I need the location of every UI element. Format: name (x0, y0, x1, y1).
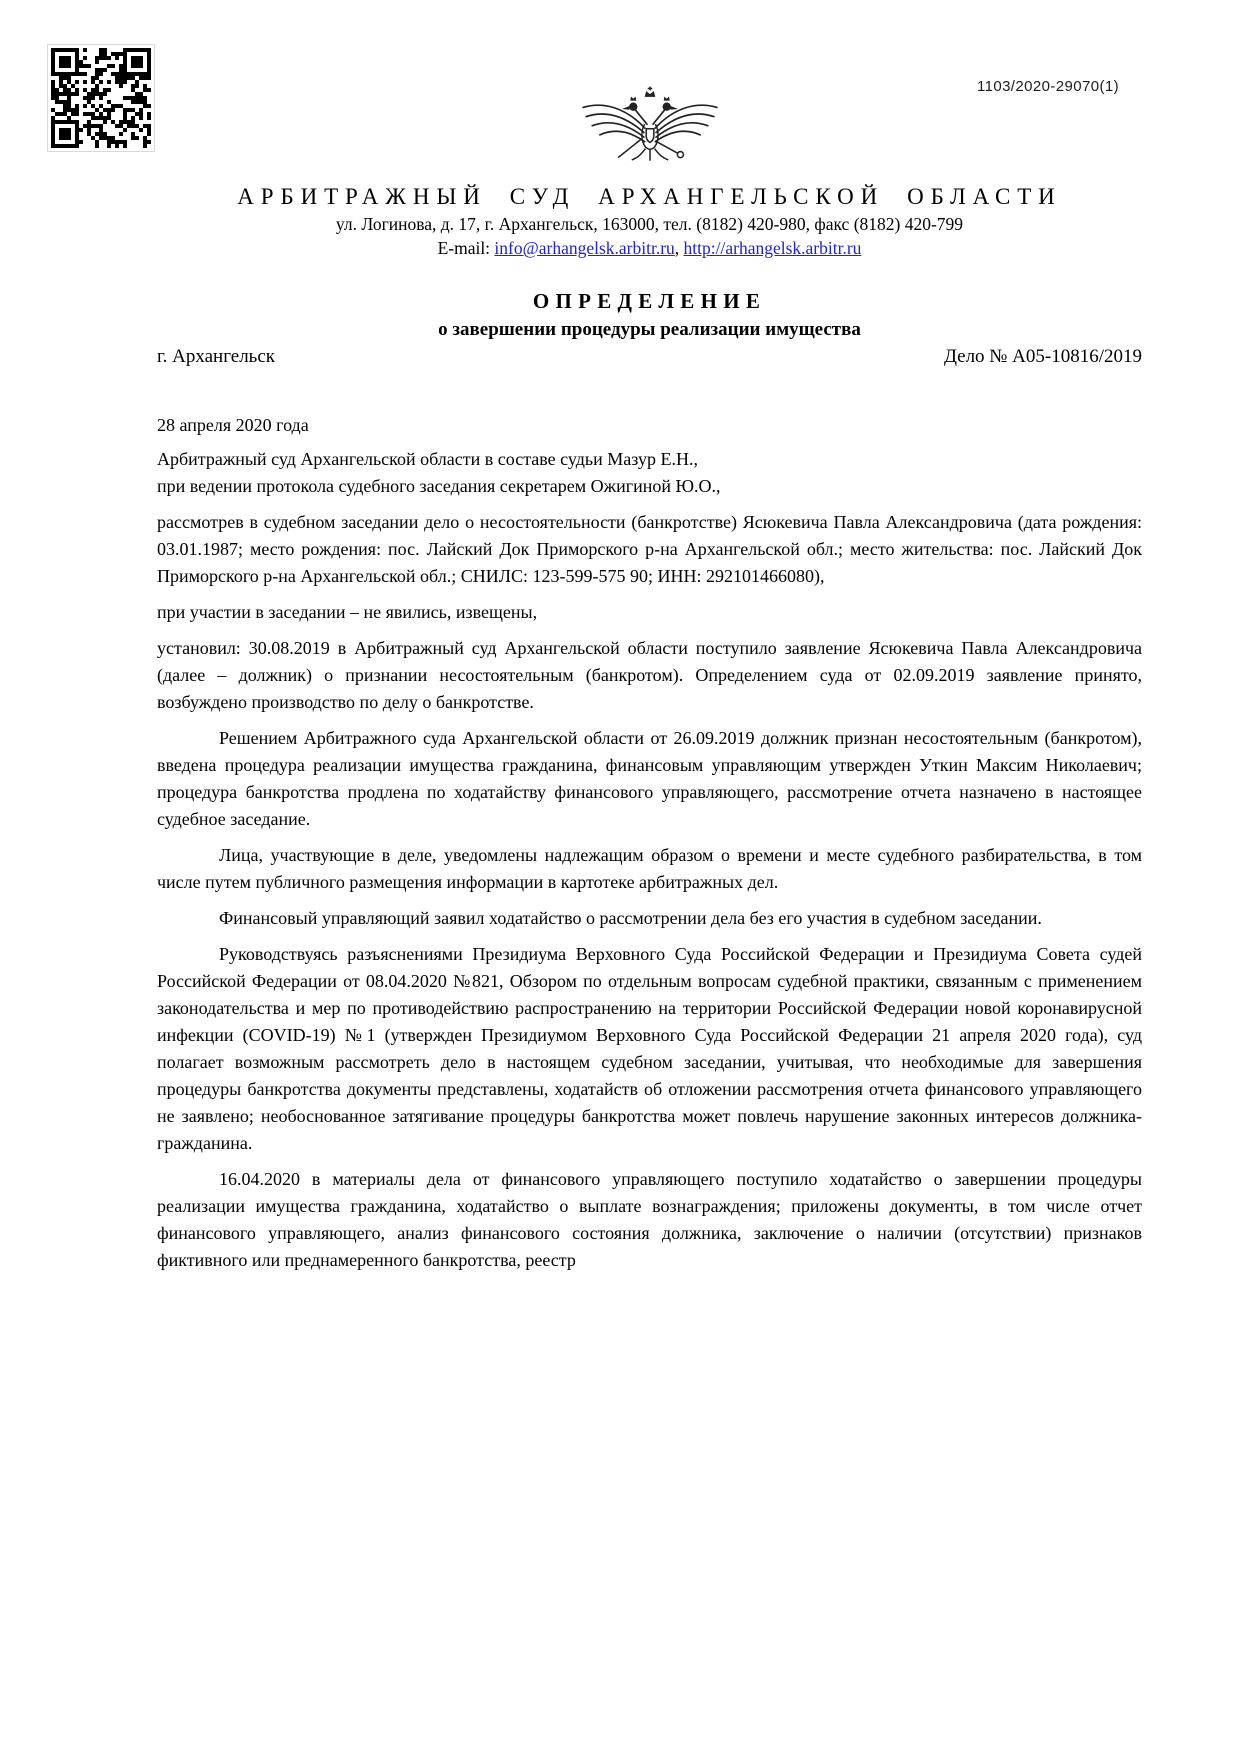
body-paragraph: установил: 30.08.2019 в Арбитражный суд Архангельской области поступило заявление Ясюкевича Павла Александровича (далее – должник) о признании несостоятельным (банкротом). Определением суда от 02.09.2019 заявление принято, возбуждено производство по делу о банкротстве. (157, 638, 1142, 712)
double-headed-eagle-icon (574, 86, 726, 170)
document-date: 28 апреля 2020 года (157, 415, 309, 435)
document-body (157, 446, 1142, 1274)
court-contacts (157, 238, 1142, 259)
body-paragraph: Лица, участвующие в деле, уведомлены надлежащим образом о времени и месте судебного разбирательства, в том числе путем публичного размещения информации в картотеке арбитражных дел. (157, 845, 1142, 892)
case-number: Дело № А05-10816/2019 (943, 346, 1142, 367)
document-number: 1103/2020-29070(1) (976, 78, 1119, 95)
document-subtitle: о завершении процедуры реализации имущества (438, 319, 861, 340)
court-name: АРБИТРАЖНЫЙ СУД АРХАНГЕЛЬСКОЙ ОБЛАСТИ (237, 184, 1062, 209)
contacts-separator: , (674, 238, 684, 258)
body-paragraph: Руководствуясь разъяснениями Президиума Верховного Суда Российской Федерации и Президиума Совета судей Российской Федерации от 08.04.2020 №821, Обзором по отдельным вопросам судебной практики, связанным с применением законодательства и мер по противодействию распространению на территории Российской Федерации новой коронавирусной инфекции (COVID-19) №1 (утвержден Президиумом Верховного Суда Российской Федерации 21 апреля 2020 года), суд полагает возможным рассмотреть дело в настоящем судебном заседании, учитывая, что необходимые для завершения процедуры банкротства документы представлены, ходатайств об отложении рассмотрения отчета финансового управляющего не заявлено; необоснованное затягивание процедуры банкротства может повлечь нарушение законных интересов должника-гражданина. (157, 944, 1142, 1153)
email-label: E-mail: (437, 238, 495, 258)
body-paragraph: рассмотрев в судебном заседании дело о несостоятельности (банкротстве) Ясюкевича Павла Александровича (дата рождения: 03.01.1987; место рождения: пос. Лайский Док Приморского р-на Архангельской обл.; место жительства: пос. Лайский Док Приморского р-на Архангельской обл.; СНИЛС: 123-599-575 90; ИНН: 292101466080), (157, 512, 1142, 586)
qr-code (47, 44, 155, 152)
city-label: г. Архангельск (157, 346, 276, 367)
document-title: ОПРЕДЕЛЕНИЕ (532, 289, 767, 313)
body-paragraph: 16.04.2020 в материалы дела от финансового управляющего поступило ходатайство о завершении процедуры реализации имущества гражданина, ходатайство о выплате вознаграждения; приложены документы, в том числе отчет финансового управляющего, анализ финансового состояния должника, заключение о наличии (отсутствии) признаков фиктивного или преднамеренного банкротства, реестр (157, 1169, 1142, 1270)
body-paragraph: Финансовый управляющий заявил ходатайство о рассмотрении дела без его участия в судебном заседании. (219, 908, 1042, 928)
case-row (157, 346, 1142, 368)
body-paragraph: Арбитражный суд Архангельской области в составе судьи Мазур Е.Н., при ведении протокола судебного заседания секретарем Ожигиной Ю.О., (157, 449, 721, 496)
email-link[interactable]: info@arhangelsk.arbitr.ru (494, 238, 675, 258)
court-address: ул. Логинова, д. 17, г. Архангельск, 163000, тел. (8182) 420-980, факс (8182) 420-799 (335, 214, 964, 234)
body-paragraph: при участии в заседании – не явились, извещены, (157, 602, 538, 622)
website-link[interactable]: http://arhangelsk.arbitr.ru (683, 238, 862, 258)
body-paragraph: Решением Арбитражного суда Архангельской области от 26.09.2019 должник признан несостоятельным (банкротом), введена процедура реализации имущества гражданина, финансовым управляющим утвержден Уткин Максим Николаевич; процедура банкротства продлена по ходатайству финансового управляющего, рассмотрение отчета назначено в настоящее судебное заседание. (157, 728, 1142, 829)
